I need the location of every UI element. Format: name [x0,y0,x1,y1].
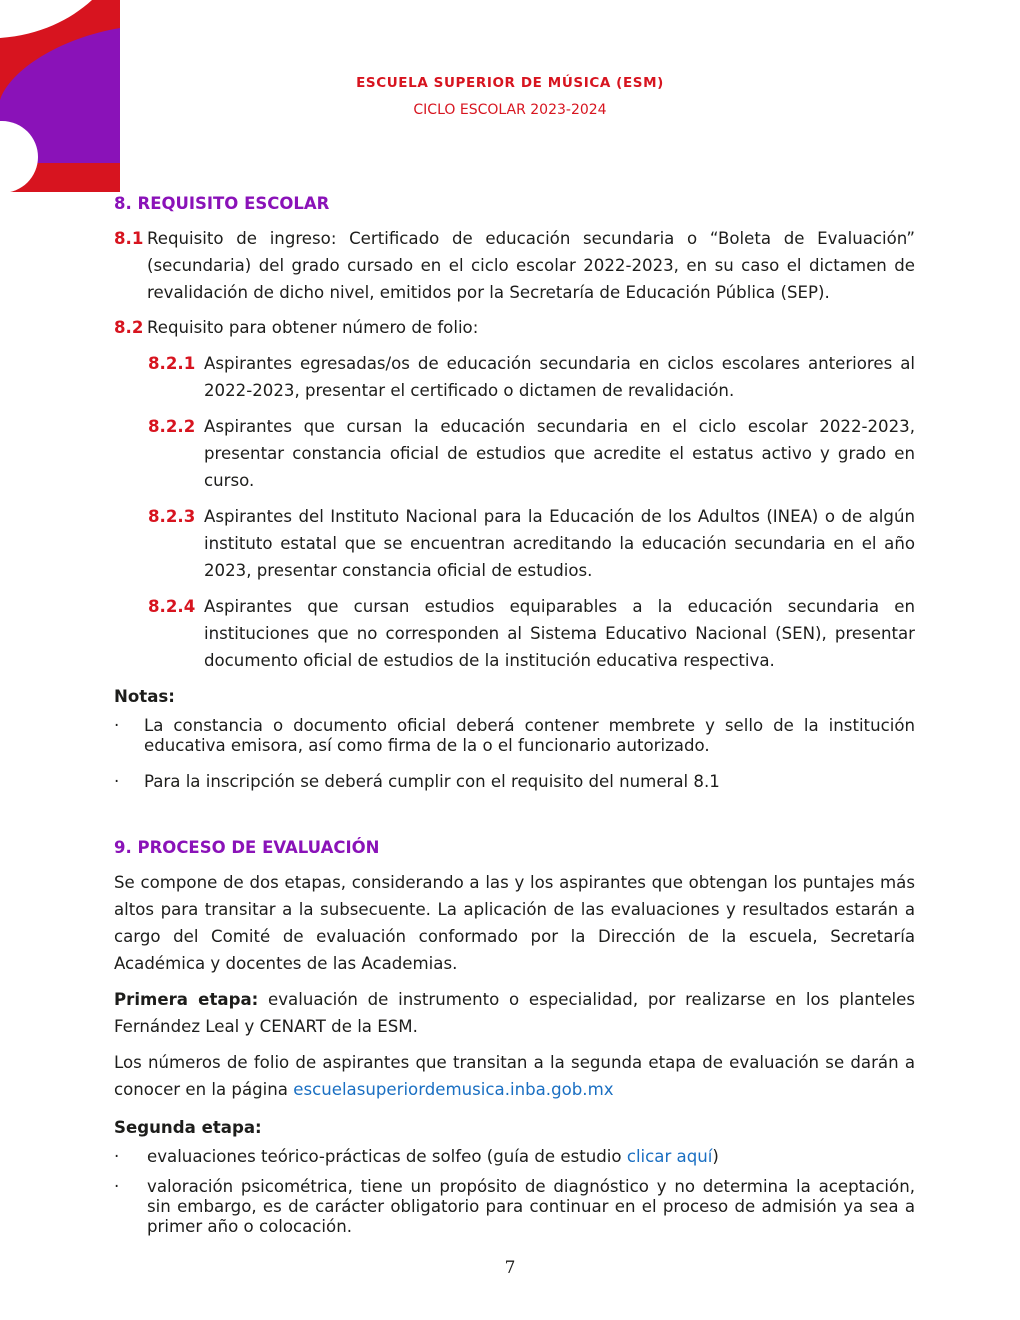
study-guide-link[interactable]: clicar aquí [626,1147,713,1166]
item-number: 8.1 [114,229,144,248]
item-text: Aspirantes que cursan la educación secundaria en el ciclo escolar 2022-2023, presentar constancia oficial de estudios que acredite el estatus activo y grado en curso. [204,417,915,490]
item-text: Aspirantes que cursan estudios equiparables a la educación secundaria en instituciones que no corresponden al Sistema Educativo Nacional (SEN), presentar documento oficial de estudios de la institución educativa respectiva. [204,597,915,670]
psychometric-text: valoración psicométrica, tiene un propósito de diagnóstico y no determina la aceptación, sin embargo, es de carácter obligatorio para continuar en el proceso de admisión ya sea a primer año o colocación. [147,1177,915,1236]
requirement-8-2 [114,314,915,341]
second-stage-item [114,1177,915,1237]
note-item [114,772,915,792]
item-number: 8.2.4 [148,597,196,616]
bullet: · [114,772,120,791]
note-text: Para la inscripción se deberá cumplir con el requisito del numeral 8.1 [144,772,720,791]
page-number: 7 [504,1258,516,1278]
requirement-8-2-1 [148,350,915,404]
item-text: Requisito de ingreso: Certificado de educación secundaria o “Boleta de Evaluación” (secundaria) del grado cursado en el ciclo escolar 2022-2023, en su caso el dictamen de revalidación de dicho nivel, emitidos por la Secretaría de Educación Pública (SEP). [147,229,915,302]
notes-label: Notas: [114,687,175,706]
header-school: ESCUELA SUPERIOR DE MÚSICA (ESM) [356,75,664,91]
requirement-8-2-3 [148,503,915,584]
item-number: 8.2.2 [148,417,196,436]
folio-text: Los números de folio de aspirantes que transitan a la segunda etapa de evaluación se darán a conocer en la página [114,1053,915,1099]
bullet: · [114,1147,120,1166]
item-text: Requisito para obtener número de folio: [147,318,479,337]
requirement-8-2-2 [148,413,915,494]
section-8-title: 8. REQUISITO ESCOLAR [114,194,330,213]
school-website-link[interactable]: escuelasuperiordemusica.inba.gob.mx [293,1080,614,1099]
second-stage-item [114,1147,915,1167]
folio-paragraph [114,1049,915,1103]
note-item [114,716,915,756]
first-stage-label: Primera etapa: [114,990,259,1009]
corner-decoration [0,0,125,195]
header-cycle: CICLO ESCOLAR 2023-2024 [413,102,607,118]
section-9-title: 9. PROCESO DE EVALUACIÓN [114,838,380,857]
requirement-8-2-4 [148,593,915,674]
first-stage-paragraph [114,986,915,1040]
bullet: · [114,1177,120,1196]
first-stage-text: evaluación de instrumento o especialidad, por realizarse en los planteles Fernández Leal y CENART de la ESM. [114,990,915,1036]
note-text: La constancia o documento oficial deberá contener membrete y sello de la institución educativa emisora, así como firma de la o el funcionario autorizado. [144,716,915,755]
item-text: Aspirantes del Instituto Nacional para la Educación de los Adultos (INEA) o de algún instituto estatal que se encuentran acreditando la educación secundaria en el año 2023, presentar constancia oficial de estudios. [204,507,915,580]
solfeo-text: evaluaciones teórico-prácticas de solfeo (guía de estudio [147,1147,627,1166]
section-9-intro: Se compone de dos etapas, considerando a las y los aspirantes que obtengan los puntajes más altos para transitar a la subsecuente. La aplicación de las evaluaciones y resultados estarán a cargo del Comité de evaluación conformado por la Dirección de la escuela, Secretaría Académica y docentes de las Academias. [114,873,915,973]
solfeo-text-end: ) [712,1147,719,1166]
requirement-8-1 [114,225,915,306]
item-number: 8.2 [114,318,144,337]
item-number: 8.2.3 [148,507,196,526]
bullet: · [114,716,120,735]
item-number: 8.2.1 [148,354,196,373]
second-stage-label: Segunda etapa: [114,1118,262,1137]
page-content [114,191,915,1237]
item-text: Aspirantes egresadas/os de educación secundaria en ciclos escolares anteriores al 2022-2023, presentar el certificado o dictamen de revalidación. [204,354,915,400]
